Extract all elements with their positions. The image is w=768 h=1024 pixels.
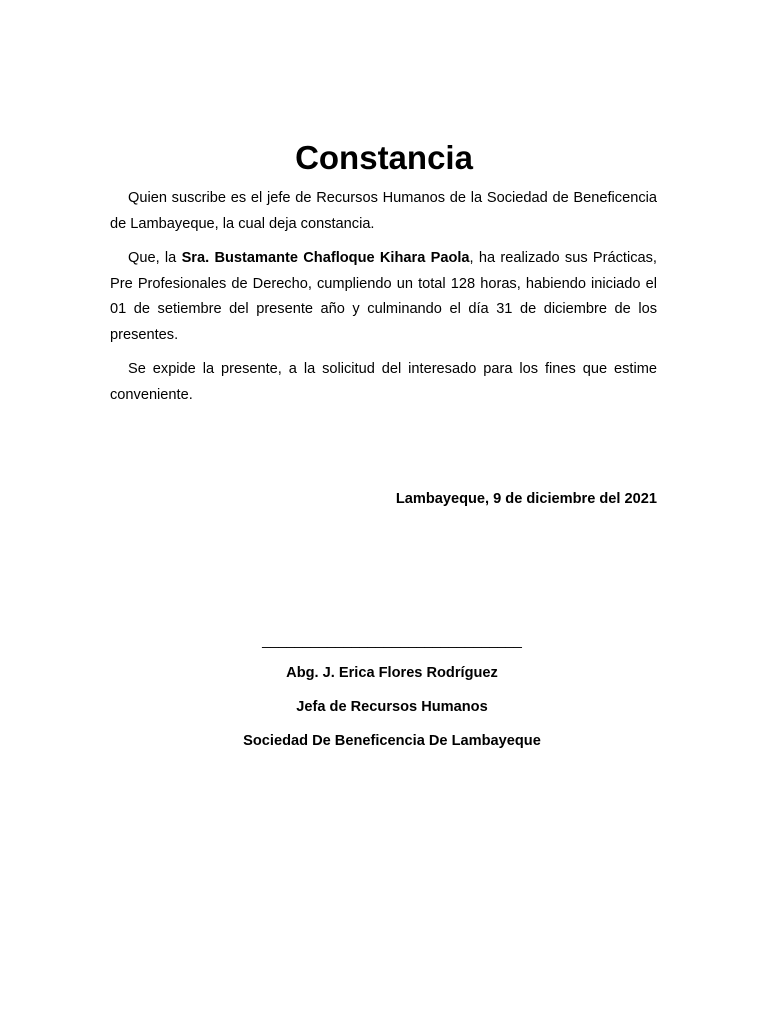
paragraph-3: Se expide la presente, a la solicitud del interesado para los fines que estime conveniente. <box>110 361 657 403</box>
signatory-name: Abg. J. Erica Flores Rodríguez <box>286 665 498 681</box>
document-body <box>110 186 657 417</box>
document-title: Constancia <box>295 139 473 176</box>
paragraph-2-lead: Que, la <box>128 250 182 266</box>
intern-name: Sra. Bustamante Chafloque Kihara Paola <box>181 250 470 266</box>
paragraph-2 <box>110 246 657 348</box>
signature-line: ________________________________ <box>262 633 522 649</box>
paragraph-2-rest: , ha realizado sus Prácticas, Pre Profesionales de Derecho, cumpliendo un total 128 horas, habiendo iniciado el 01 de setiembre del presente año y culminando el día 31 de diciembre de los presentes. <box>110 250 657 343</box>
signatory-role: Jefa de Recursos Humanos <box>296 699 488 715</box>
paragraph-1: Quien suscribe es el jefe de Recursos Humanos de la Sociedad de Beneficencia de Lambayeque, la cual deja constancia. <box>110 190 657 232</box>
signatory-organization: Sociedad De Beneficencia De Lambayeque <box>243 733 541 749</box>
signature-block <box>0 630 768 752</box>
date-line: Lambayeque, 9 de diciembre del 2021 <box>395 491 657 507</box>
